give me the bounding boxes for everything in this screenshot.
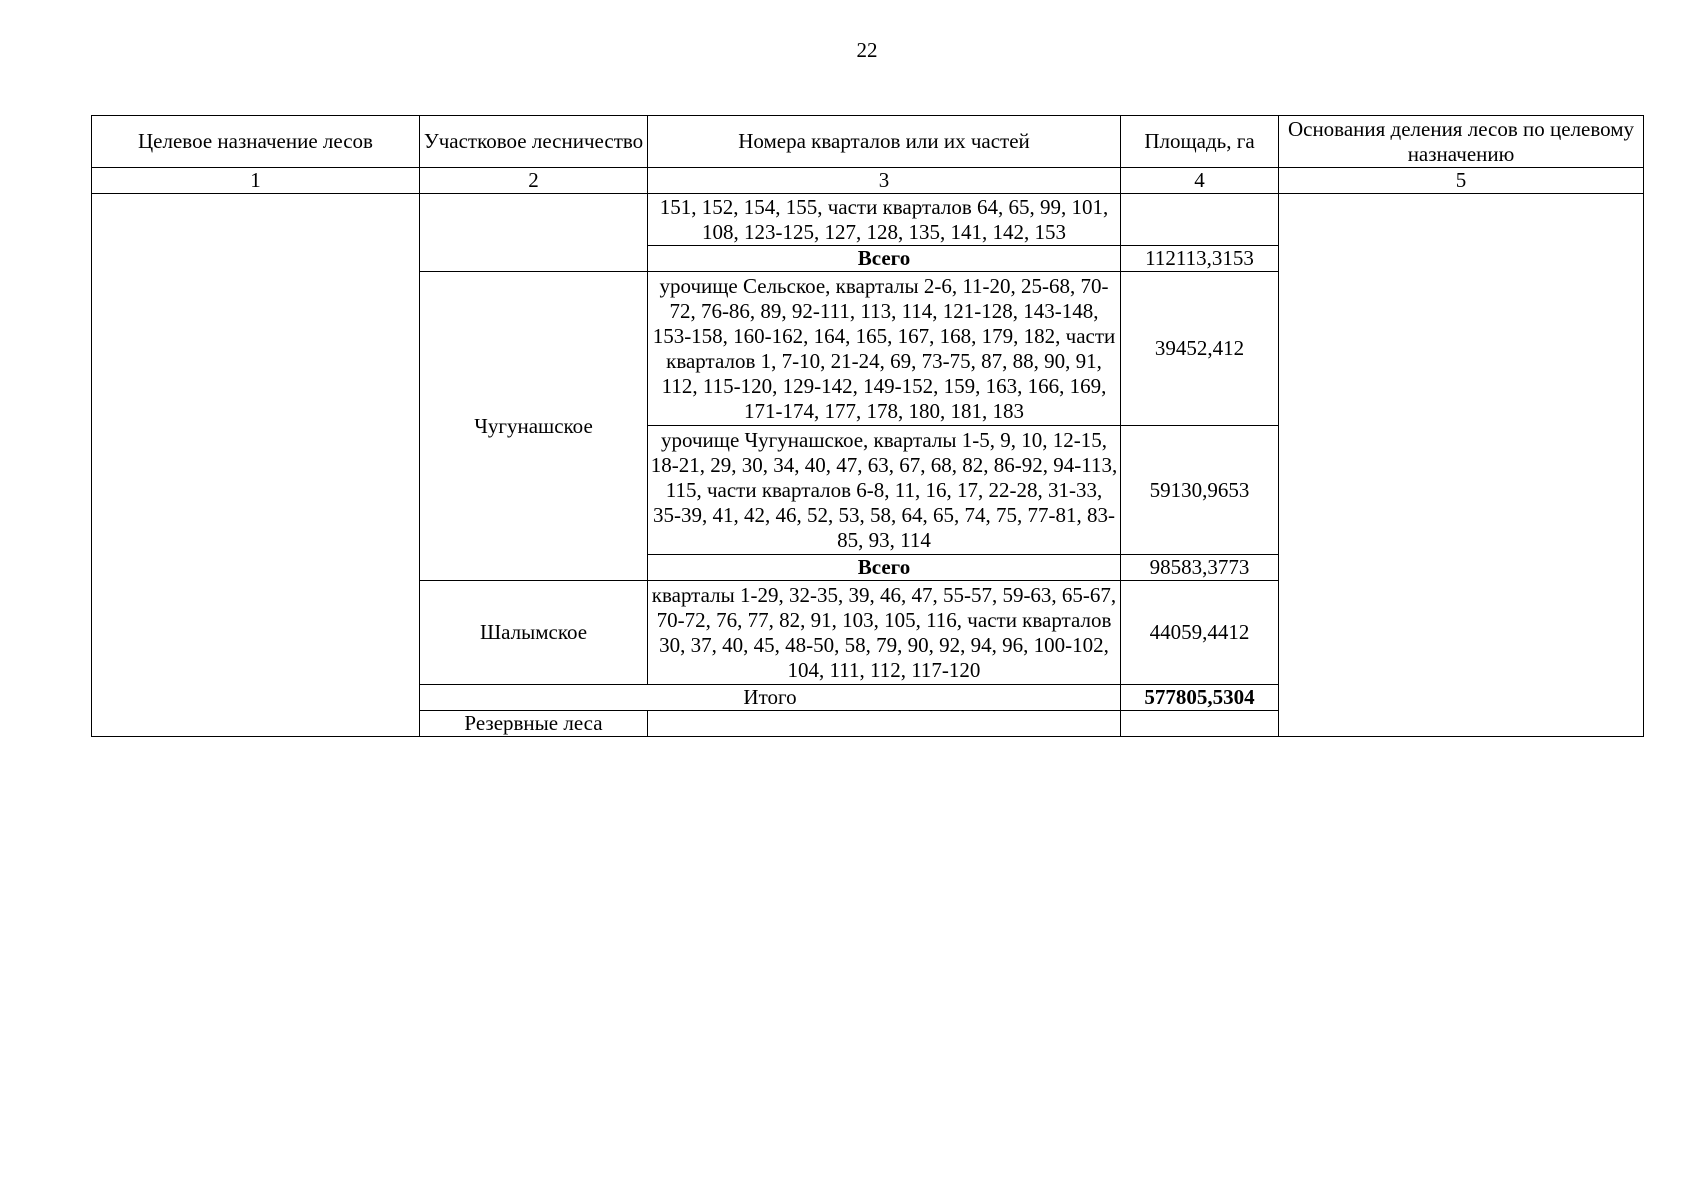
header-forestry: Участковое лесничество [420,116,648,168]
header-basis: Основания деления лесов по целевому назначению [1279,116,1644,168]
area-cell [1121,194,1279,246]
total-label: Итого [420,685,1121,711]
table-row [92,194,1644,246]
area-cell: 44059,4412 [1121,581,1279,685]
total-area: 577805,5304 [1121,685,1279,711]
subtotal-label: Всего [648,246,1121,272]
header-row [92,116,1644,168]
empty-cell [648,711,1121,737]
header-quarters: Номера кварталов или их частей [648,116,1121,168]
reserve-forests-label: Резервные леса [420,711,648,737]
column-number: 4 [1121,168,1279,194]
subtotal-area: 112113,3153 [1121,246,1279,272]
quarters-cell: 151, 152, 154, 155, части кварталов 64, 65, 99, 101, 108, 123-125, 127, 128, 135, 141, 142, 153 [648,194,1121,246]
forestry-cell-continued [420,194,648,272]
header-purpose: Целевое назначение лесов [92,116,420,168]
column-number: 5 [1279,168,1644,194]
header-area: Площадь, га [1121,116,1279,168]
page-number: 22 [856,38,878,62]
column-number-row [92,168,1644,194]
subtotal-label: Всего [648,555,1121,581]
area-cell: 59130,9653 [1121,426,1279,555]
forestry-name-shalymskoe: Шалымское [420,581,648,685]
forestry-name-chugunashskoe: Чугунашское [420,272,648,581]
quarters-cell: кварталы 1-29, 32-35, 39, 46, 47, 55-57, 59-63, 65-67, 70-72, 76, 77, 82, 91, 103, 105, 116, части кварталов 30, 37, 40, 45, 48-50, 58, 79, 90, 92, 94, 96, 100-102, 104, 111, 112, 117-120 [648,581,1121,685]
quarters-cell: урочище Чугунашское, кварталы 1-5, 9, 10, 12-15, 18-21, 29, 30, 34, 40, 47, 63, 67, 68, 82, 86-92, 94-113, 115, части кварталов 6-8, 11, 16, 17, 22-28, 31-33, 35-39, 41, 42, 46, 52, 53, 58, 64, 65, 74, 75, 77-81, 83-85, 93, 114 [648,426,1121,555]
forest-purpose-table [91,115,1644,737]
column-number: 1 [92,168,420,194]
column-number: 2 [420,168,648,194]
purpose-cell [92,194,420,737]
column-number: 3 [648,168,1121,194]
quarters-cell: урочище Сельское, кварталы 2-6, 11-20, 25-68, 70-72, 76-86, 89, 92-111, 113, 114, 121-128, 143-148, 153-158, 160-162, 164, 165, 167, 168, 179, 182, части кварталов 1, 7-10, 21-24, 69, 73-75, 87, 88, 90, 91, 112, 115-120, 129-142, 149-152, 159, 163, 166, 169, 171-174, 177, 178, 180, 181, 183 [648,272,1121,426]
area-cell: 39452,412 [1121,272,1279,426]
subtotal-area: 98583,3773 [1121,555,1279,581]
empty-cell [1121,711,1279,737]
basis-cell [1279,194,1644,737]
